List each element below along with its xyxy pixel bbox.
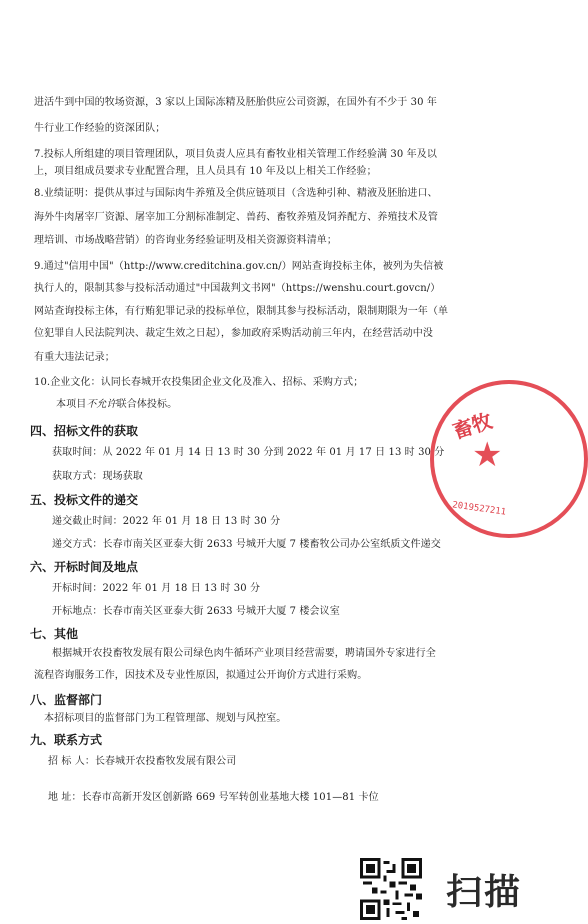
requirement-line: 理培训、市场战略营销）的咨询业务经验证明及相关资源资料清单； [34, 235, 337, 246]
seal-text: 畜牧 [449, 408, 496, 444]
opening-place: 开标地点：长春市南关区亚泰大街 2633 号城开大厦 7 楼会议室 [52, 606, 340, 617]
acquire-method: 获取方式：现场获取 [52, 471, 143, 482]
requirement-line: 牛行业工作经验的资深团队； [34, 123, 166, 134]
requirement-line: 有重大违法记录； [34, 352, 115, 363]
section-heading-6: 六、开标时间及地点 [30, 560, 139, 574]
section-heading-5: 五、投标文件的递交 [30, 493, 139, 507]
consortium-prefix: 本项目 [56, 399, 87, 410]
submit-deadline: 递交截止时间：2022 年 01 月 18 日 13 时 30 分 [52, 516, 281, 527]
supervision-paragraph: 本招标项目的监督部门为工程管理部、规划与风控室。 [44, 713, 287, 724]
requirement-item-9: 9.通过"信用中国"（http://www.creditchina.gov.cn/）网站查询投标主体，被列为失信被 [34, 261, 444, 272]
requirement-line: 进活牛到中国的牧场资源，3 家以上国际冻精及胚胎供应公司资源，在国外有不少于 30 年 [34, 97, 437, 108]
company-seal [430, 380, 588, 538]
opening-time: 开标时间：2022 年 01 月 18 日 13 时 30 分 [52, 583, 261, 594]
acquire-time: 获取时间：从 2022 年 01 月 14 日 13 时 30 分到 2022 年 01 月 17 日 13 时 30 分 [52, 447, 445, 458]
contact-address: 地 址：长春市高新开发区创新路 669 号军转创业基地大楼 101—81 卡位 [48, 792, 379, 803]
section-heading-4: 四、招标文件的获取 [30, 424, 139, 438]
seal-number: 2019527211 [451, 500, 507, 518]
requirement-line: 位犯罪自人民法院判决、裁定生效之日起），参加政府采购活动前三年内，在经营活动中没 [34, 328, 433, 339]
contact-bidder: 招 标 人：长春城开农投畜牧发展有限公司 [48, 756, 237, 767]
requirement-item-7: 7.投标人所组建的项目管理团队，项目负责人应具有畜牧业相关管理工作经验满 30 年及以 [34, 149, 437, 160]
section-heading-7: 七、其他 [30, 627, 79, 641]
seal-star-icon: ★ [472, 435, 503, 475]
consortium-not-allowed: 不允许 [86, 399, 117, 410]
requirement-line: 网站查询投标主体，有行贿犯罪记录的投标单位，限制其参与投标活动，限制期限为一年（单 [34, 306, 449, 317]
requirement-line: 执行人的，限制其参与投标活动通过"中国裁判文书网"（https://wenshu.court.govcn/） [34, 283, 441, 294]
consortium-suffix: 联合体投标。 [116, 399, 178, 410]
section-heading-8: 八、监督部门 [30, 693, 103, 707]
requirement-item-8: 8.业绩证明：提供从事过与国际肉牛养殖及全供应链项目（含选种引种、精液及胚胎进口、 [34, 188, 438, 199]
scan-watermark: 扫描 [446, 872, 523, 913]
other-paragraph-line: 根据城开农投畜牧发展有限公司绿色肉牛循环产业项目经营需要，聘请国外专家进行全 [52, 648, 436, 659]
qr-code [360, 858, 422, 920]
other-paragraph-line: 流程咨询服务工作，因技术及专业性原因，拟通过公开询价方式进行采购。 [34, 670, 368, 681]
consortium-note [56, 398, 177, 412]
requirement-line: 海外牛肉屠宰厂资源、屠宰加工分割标准制定、兽药、畜牧养殖及饲养配方、养殖技术及管 [34, 212, 438, 223]
section-heading-9: 九、联系方式 [30, 733, 103, 747]
requirement-line: 上，项目组成员要求专业配置合理，且人员具有 10 年及以上相关工作经验； [34, 166, 377, 177]
requirement-item-10: 10.企业文化：认同长春城开农投集团企业文化及准入、招标、采购方式； [34, 377, 364, 388]
submit-method: 递交方式：长春市南关区亚泰大街 2633 号城开大厦 7 楼畜牧公司办公室纸质文件递交 [52, 539, 441, 550]
